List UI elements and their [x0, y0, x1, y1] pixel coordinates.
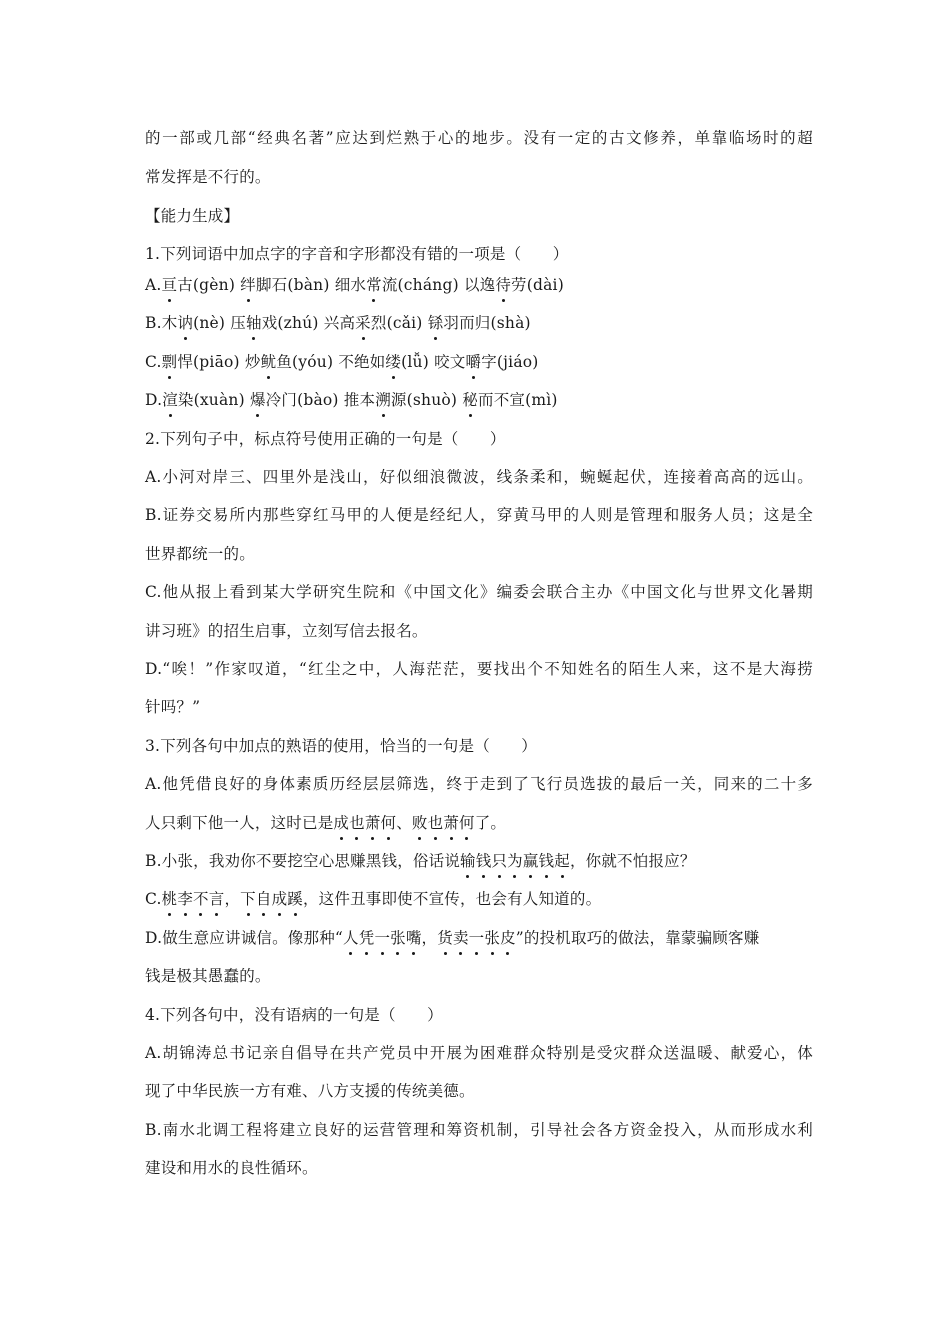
question-4-option-a-line-2: 现了中华民族一方有难、八方支援的传统美德。 — [145, 1082, 475, 1100]
intro-line-1: 的一部或几部“经典名著”应达到烂熟于心的地步。没有一定的古文修养，单靠临场时的超 — [145, 129, 813, 147]
question-3-option-a-line-2: 人只剩下他一人，这时已是成也萧何、败也萧何了。 — [145, 814, 507, 832]
question-4-option-a-line-1: A.胡锦涛总书记亲自倡导在共产党员中开展为困难群众特别是受灾群众送温暖、献爱心，体 — [145, 1044, 813, 1062]
question-3-stem: 3.下列各句中加点的熟语的使用，恰当的一句是（ ） — [145, 737, 537, 755]
question-4-option-b-line-2: 建设和用水的良性循环。 — [145, 1159, 318, 1177]
question-2-option-b-line-1: B.证券交易所内那些穿红马甲的人便是经纪人，穿黄马甲的人则是管理和服务人员；这是全 — [145, 506, 813, 524]
question-3-option-d-line-1: D.做生意应讲诚信。像那种“人凭一张嘴，货卖一张皮”的投机取巧的做法，靠蒙骗顾客赚 — [145, 929, 760, 947]
question-1-option-a: A.亘古(gèn) 绊脚石(bàn) 细水常流(cháng) 以逸待劳(dài) — [145, 276, 564, 294]
question-3-option-a-line-1: A.他凭借良好的身体素质历经层层筛选，终于走到了飞行员选拔的最后一关，同来的二十多 — [145, 775, 813, 793]
question-2-option-b-line-2: 世界都统一的。 — [145, 545, 255, 563]
question-1-option-c: C.剽悍(piāo) 炒鱿鱼(yóu) 不绝如缕(lǚ) 咬文嚼字(jiáo) — [145, 353, 539, 371]
intro-line-2: 常发挥是不行的。 — [145, 168, 271, 186]
question-3-option-d-line-2: 钱是极其愚蠢的。 — [145, 967, 271, 985]
question-2-option-a: A.小河对岸三、四里外是浅山，好似细浪微波，线条柔和，蜿蜒起伏，连接着高高的远山。 — [145, 468, 813, 486]
question-3-option-c: C.桃李不言，下自成蹊，这件丑事即使不宣传，也会有人知道的。 — [145, 890, 602, 908]
question-2-option-c-line-1: C.他从报上看到某大学研究生院和《中国文化》编委会联合主办《中国文化与世界文化暑期 — [145, 583, 813, 601]
question-1-stem: 1.下列词语中加点字的字音和字形都没有错的一项是（ ） — [145, 245, 569, 263]
question-1-option-d: D.渲染(xuàn) 爆冷门(bào) 推本溯源(shuò) 秘而不宣(mì) — [145, 391, 558, 409]
question-2-option-d-line-1: D.“唉！”作家叹道，“红尘之中，人海茫茫，要找出个不知姓名的陌生人来，这不是大海捞 — [145, 660, 813, 678]
question-2-stem: 2.下列句子中，标点符号使用正确的一句是（ ） — [145, 430, 506, 448]
question-2-option-c-line-2: 讲习班》的招生启事，立刻写信去报名。 — [145, 622, 428, 640]
question-1-option-b: B.木讷(nè) 压轴戏(zhú) 兴高采烈(cǎi) 铩羽而归(shà) — [145, 314, 531, 332]
section-heading: 【能力生成】 — [145, 207, 240, 225]
question-4-stem: 4.下列各句中，没有语病的一句是（ ） — [145, 1006, 443, 1024]
question-2-option-d-line-2: 针吗？” — [145, 698, 201, 716]
question-3-option-b: B.小张，我劝你不要挖空心思赚黑钱，俗话说输钱只为赢钱起，你就不怕报应？ — [145, 852, 696, 870]
question-4-option-b-line-1: B.南水北调工程将建立良好的运营管理和筹资机制，引导社会各方资金投入，从而形成水利 — [145, 1121, 813, 1139]
